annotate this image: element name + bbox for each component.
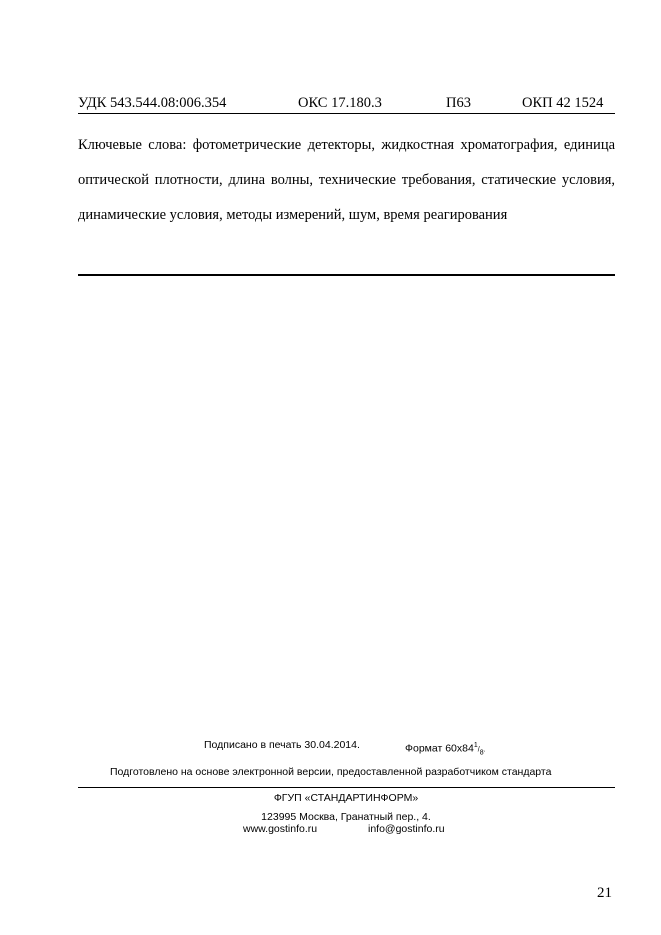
- group-code: П63: [446, 95, 471, 111]
- keywords-text: фотометрические детекторы, жидкостная хроматография, единица оптической плотности, длина волны, технические требования, статические условия, динамические условия, методы измерений, шум, время реагирования: [78, 137, 616, 223]
- format-numerator: 1: [473, 742, 478, 749]
- signed-date: Подписано в печать 30.04.2014.: [204, 739, 360, 751]
- page-number: 21: [597, 885, 612, 901]
- website-link[interactable]: www.gostinfo.ru: [243, 823, 318, 835]
- publisher-address: 123995 Москва, Гранатный пер., 4.: [261, 811, 431, 823]
- top-rule: [78, 113, 615, 114]
- format-end: .: [483, 746, 486, 754]
- keywords-label: Ключевые слова:: [78, 137, 187, 153]
- prepared-note: Подготовлено на основе электронной версии, предоставленной разработчиком стандарта: [110, 766, 552, 778]
- oks-code: ОКС 17.180.3: [298, 95, 382, 111]
- email-link[interactable]: info@gostinfo.ru: [368, 823, 445, 835]
- format-label: Формат 60x84: [405, 742, 474, 755]
- publisher-name: ФГУП «СТАНДАРТИНФОРМ»: [273, 792, 419, 804]
- okp-code: ОКП 42 1524: [522, 95, 604, 111]
- keywords-bottom-rule: [78, 274, 615, 276]
- imprint-rule: [78, 787, 615, 788]
- paper-format: Формат $60x84^1/_8$.: [405, 742, 486, 757]
- format-denominator: 8: [479, 749, 484, 757]
- keywords-paragraph: [78, 128, 615, 233]
- udk-code: УДК 543.544.08:006.354: [78, 95, 227, 111]
